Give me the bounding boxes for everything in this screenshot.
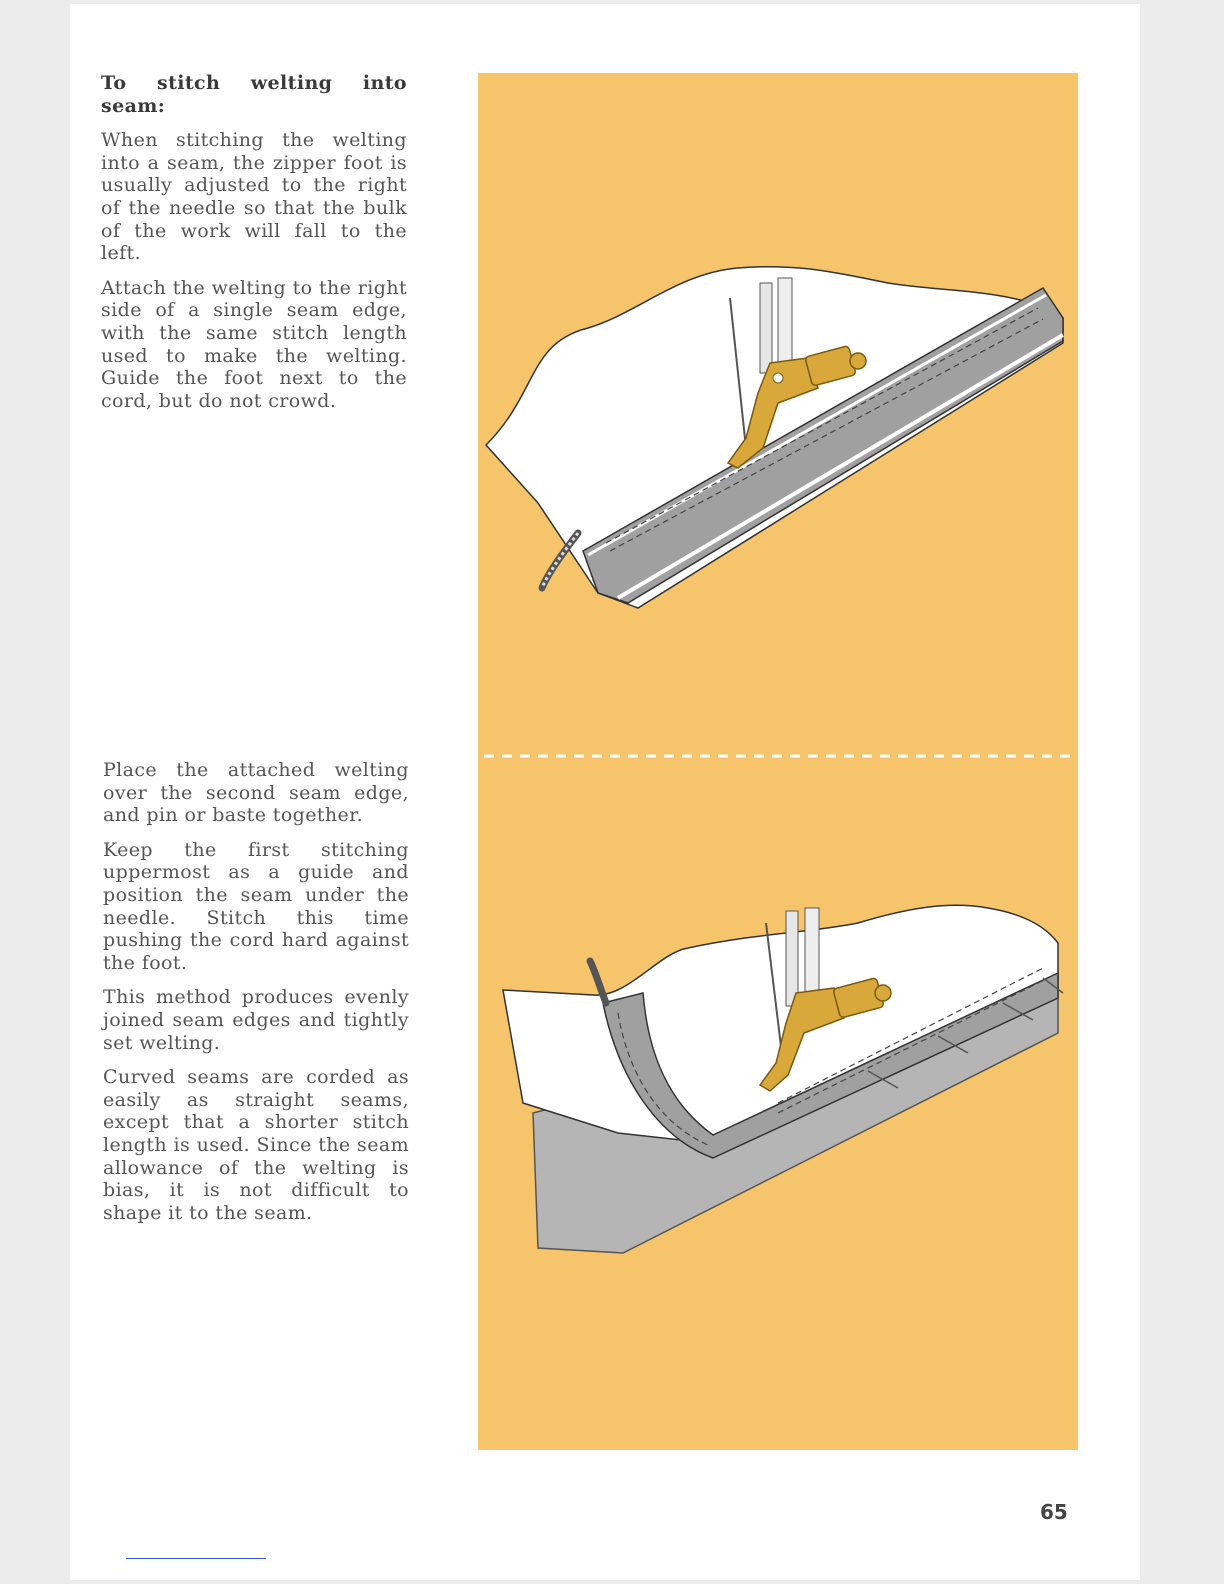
instruction-paragraph: When stitching the welting into a seam, the zipper foot is usually adjusted to the right of the needle so that the bulk of the work will fall to the left. [101,129,407,265]
presser-bar [786,911,798,1006]
section-heading: To stitch welting into seam: [101,72,407,117]
instructions-top [101,72,407,424]
footer-rule [126,1558,266,1559]
page-number: 65 [1040,1500,1068,1524]
instruction-paragraph: Place the attached welting over the second seam edge, and pin or baste together. [103,759,409,827]
instructions-bottom [103,759,409,1236]
illustration-attach-welting [486,267,1063,608]
illustration-panel [478,73,1078,1450]
fabric-piece [486,267,1063,608]
instruction-paragraph: Keep the first stitching uppermost as a guide and position the seam under the needle. Stitch this time pushing the cord hard against the foot. [103,838,409,974]
instruction-paragraph: Curved seams are corded as easily as straight seams, except that a shorter stitch length is used. Since the seam allowance of the welting is bias, it is not difficult to shape it to the seam. [103,1066,409,1224]
instruction-paragraph: Attach the welting to the right side of a single seam edge, with the same stitch length used to make the welting. Guide the foot next to the cord, but do not crowd. [101,276,407,412]
sewing-illustrations [478,73,1078,1450]
instruction-paragraph: This method produces evenly joined seam edges and tightly set welting. [103,986,409,1054]
illustration-stitch-seam [503,905,1063,1253]
presser-bar [760,283,772,373]
